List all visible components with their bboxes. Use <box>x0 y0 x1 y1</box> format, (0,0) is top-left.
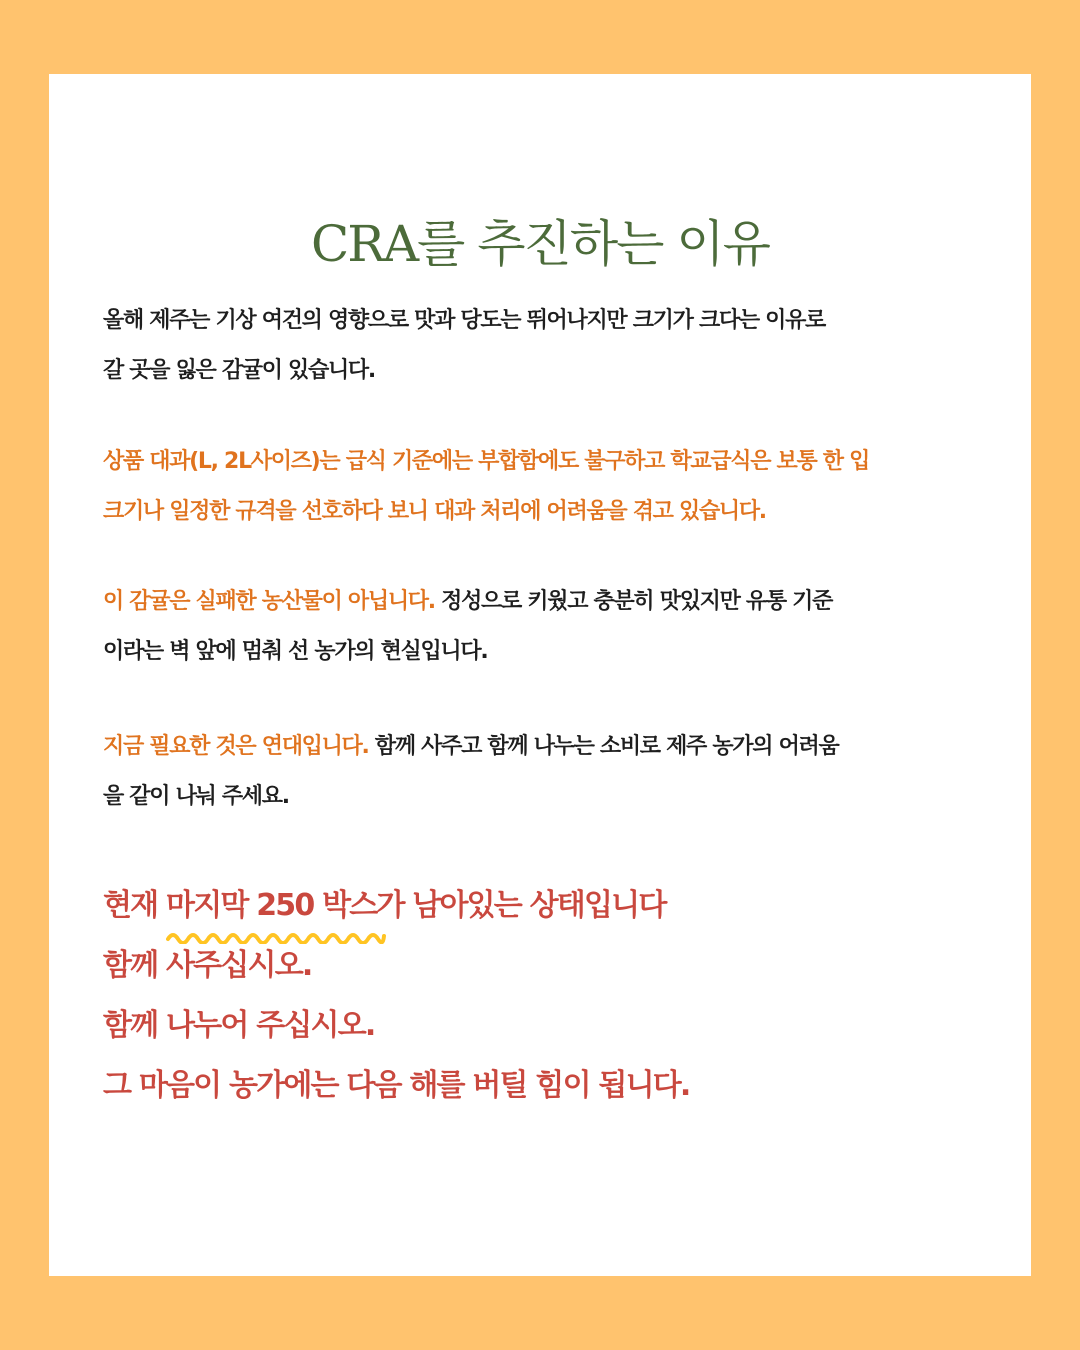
paragraph-line: 을 같이 나눠 주세요. <box>103 784 289 809</box>
paragraph-line <box>103 722 1013 772</box>
closing-text: 가 남아있는 상태입니다 <box>376 888 666 923</box>
closing-line: 함께 사주십시오. <box>103 948 312 983</box>
paragraph-line: 올해 제주는 기상 여건의 영향으로 맛과 당도는 뛰어나지만 크기가 크다는 이유로 <box>103 308 826 333</box>
paragraph-text: 정성으로 키웠고 충분히 맛있지만 유통 기준 <box>434 589 833 614</box>
emphasis-text: 지금 필요한 것은 연대입니다. <box>103 734 369 759</box>
paragraph-intro <box>103 296 1013 396</box>
closing-text: 현재 <box>103 888 167 923</box>
paragraph-line: 상품 대과(L, 2L사이즈)는 급식 기준에는 부합함에도 불구하고 학교급식은 보통 한 입 <box>103 449 870 474</box>
paragraph-line: 갈 곳을 잃은 감귤이 있습니다. <box>103 358 375 383</box>
closing-line: 함께 나누어 주십시오. <box>103 1008 375 1043</box>
paragraph-line: 크기나 일정한 규격을 선호하다 보니 대과 처리에 어려움을 겪고 있습니다. <box>103 499 766 524</box>
paragraph-not-failure <box>103 577 1013 677</box>
page-title: CRA를 추진하는 이유 <box>311 215 769 273</box>
paragraph-solidarity <box>103 722 1013 822</box>
emphasis-text: 이 감귤은 실패한 농산물이 아닙니다. <box>103 589 435 614</box>
highlighted-box-count <box>166 876 376 936</box>
paragraph-line: 이라는 벽 앞에 멈춰 선 농가의 현실입니다. <box>103 639 488 664</box>
paragraph-large-size-issue <box>103 437 1013 537</box>
paragraph-text: 함께 사주고 함께 나누는 소비로 제주 농가의 어려움 <box>368 734 839 759</box>
paragraph-line <box>103 577 1013 627</box>
closing-appeal <box>103 876 1003 1116</box>
closing-line <box>103 876 1003 936</box>
closing-line: 그 마음이 농가에는 다음 해를 버틸 힘이 됩니다. <box>103 1068 690 1103</box>
box-count-text: 마지막 250 박스 <box>166 888 377 923</box>
